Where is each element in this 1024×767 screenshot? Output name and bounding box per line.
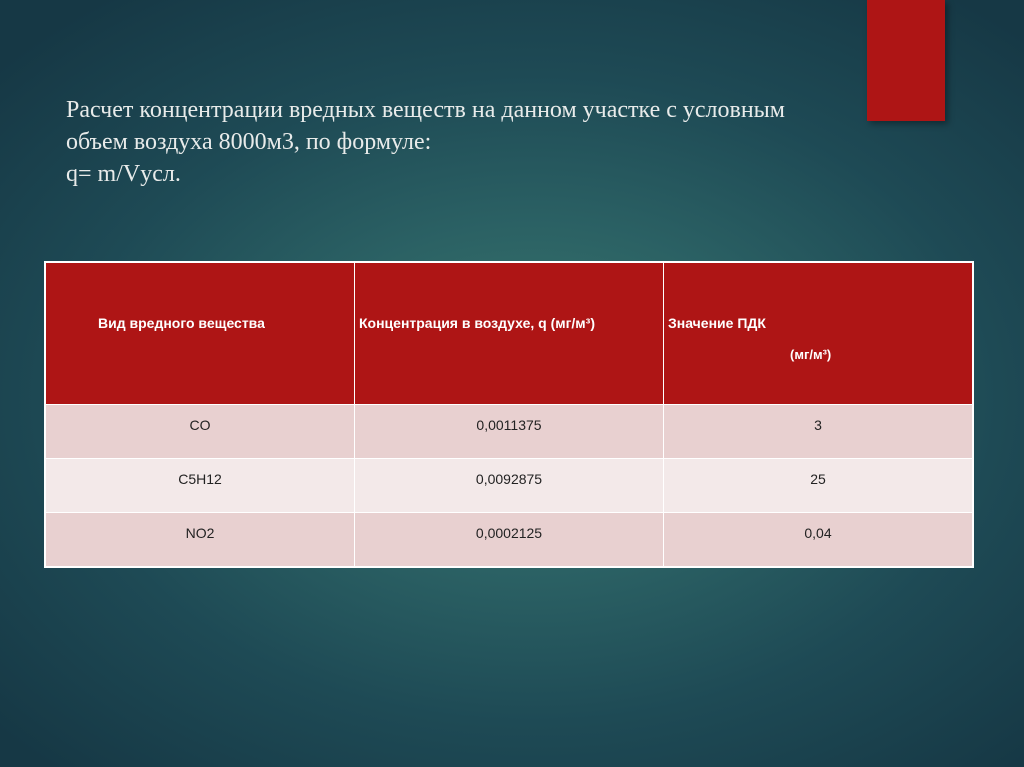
header-pdk: Значение ПДК (мг/м³): [664, 263, 973, 405]
pdk-cell: 25: [664, 459, 973, 513]
header-pdk-unit: (мг/м³): [790, 347, 832, 362]
substance-cell: C5H12: [46, 459, 355, 513]
table-row: [46, 459, 973, 513]
table-header-row: [46, 263, 973, 405]
substance-cell: CO: [46, 405, 355, 459]
concentration-cell: 0,0002125: [355, 513, 664, 567]
title-line-2: объем воздуха 8000м3, по формуле:: [66, 129, 432, 155]
concentration-cell: 0,0011375: [355, 405, 664, 459]
slide-title: [66, 94, 946, 190]
formula-line: q= m/Vусл.: [66, 161, 181, 187]
header-substance: Вид вредного вещества: [46, 263, 355, 405]
table-row: [46, 513, 973, 567]
substances-table: [45, 262, 973, 567]
title-line-1: Расчет концентрации вредных веществ на данном участке с условным: [66, 97, 785, 123]
pdk-cell: 3: [664, 405, 973, 459]
header-concentration: Концентрация в воздухе, q (мг/м³): [355, 263, 664, 405]
pdk-cell: 0,04: [664, 513, 973, 567]
concentration-cell: 0,0092875: [355, 459, 664, 513]
table-row: [46, 405, 973, 459]
substance-cell: NO2: [46, 513, 355, 567]
